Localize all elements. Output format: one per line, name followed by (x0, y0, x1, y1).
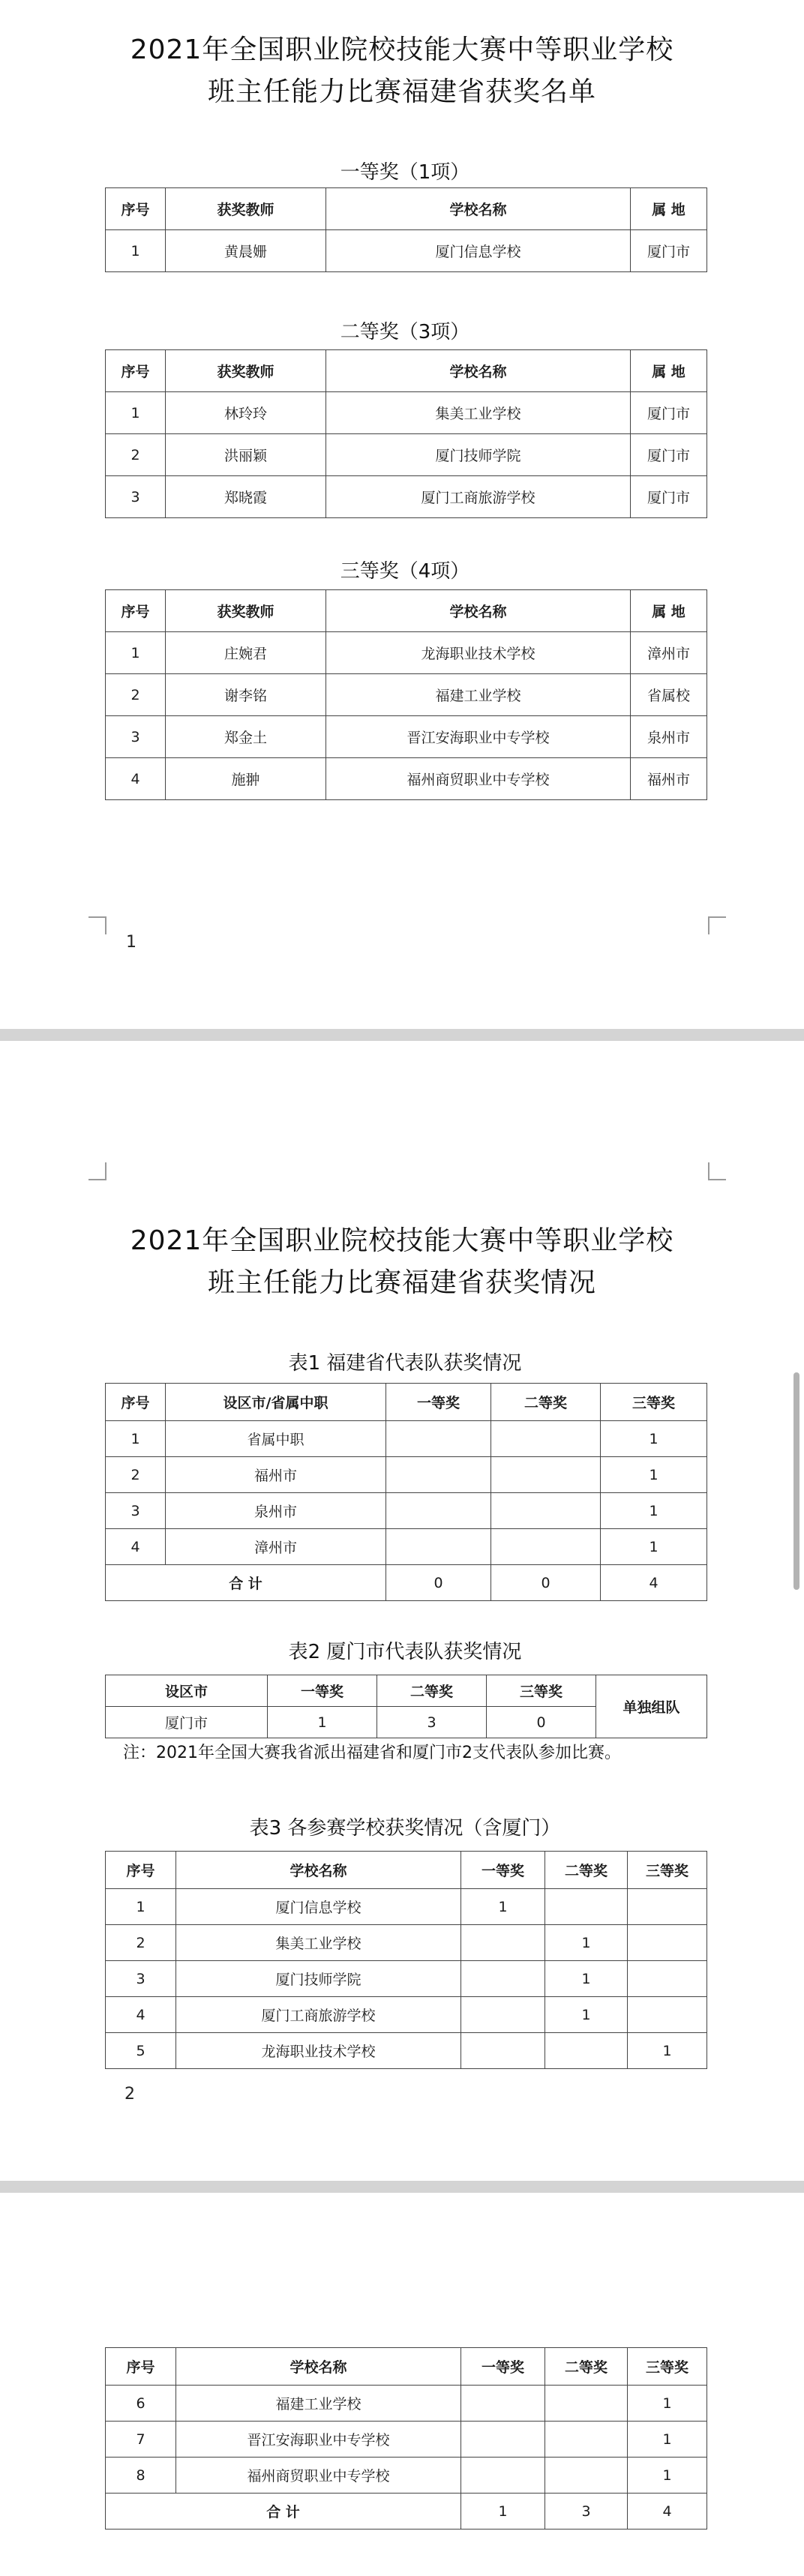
cell-teacher: 黄晨姗 (166, 230, 326, 272)
cell-first-prize (461, 2422, 545, 2458)
cell-school: 福州商贸职业中专学校 (326, 758, 631, 800)
col-header-independent-team: 单独组队 (596, 1675, 707, 1738)
col-header-region: 设区市/省属中职 (166, 1384, 386, 1421)
col-header-index: 序号 (106, 1852, 176, 1889)
cell-second-prize (545, 2422, 628, 2458)
margin-mark-top-left (88, 1162, 106, 1180)
cell-region: 福州市 (631, 758, 707, 800)
col-header-teacher: 获奖教师 (166, 590, 326, 632)
table-header-row (106, 590, 707, 632)
cell-first-prize (461, 2458, 545, 2494)
cell-index: 3 (106, 1961, 176, 1997)
col-header-region: 设区市 (106, 1675, 268, 1707)
second-prize-table (105, 349, 707, 518)
table-header-row (106, 350, 707, 392)
cell-first-prize (386, 1493, 491, 1529)
col-header-second-prize: 二等奖 (491, 1384, 601, 1421)
cell-region: 福州市 (166, 1457, 386, 1493)
cell-third-prize: 1 (628, 2386, 707, 2422)
col-header-school: 学校名称 (326, 350, 631, 392)
col-header-third-prize: 三等奖 (628, 1852, 707, 1889)
table-row (106, 434, 707, 476)
cell-second-prize (491, 1529, 601, 1565)
cell-total-second: 0 (491, 1565, 601, 1601)
table-row (106, 1493, 707, 1529)
cell-total-second: 3 (545, 2494, 628, 2530)
cell-third-prize (628, 1961, 707, 1997)
cell-region: 泉州市 (631, 716, 707, 758)
col-header-index: 序号 (106, 2348, 176, 2386)
cell-third-prize: 0 (487, 1707, 596, 1738)
margin-mark-top-right (708, 1162, 726, 1180)
cell-region: 厦门市 (106, 1707, 268, 1738)
cell-first-prize (461, 2033, 545, 2069)
cell-index: 4 (106, 1529, 166, 1565)
first-prize-heading: 一等奖（1项） (340, 161, 470, 184)
third-prize-table (105, 589, 707, 800)
cell-teacher: 郑金土 (166, 716, 326, 758)
cell-index: 4 (106, 758, 166, 800)
cell-region: 漳州市 (631, 632, 707, 674)
cell-index: 1 (106, 1421, 166, 1457)
second-prize-heading: 二等奖（3项） (340, 321, 470, 343)
page1-title-line-2: 班主任能力比赛福建省获奖名单 (207, 76, 596, 107)
cell-index: 3 (106, 716, 166, 758)
table-row (106, 1925, 707, 1961)
cell-school: 龙海职业技术学校 (176, 2033, 461, 2069)
cell-first-prize: 1 (461, 1889, 545, 1925)
cell-third-prize (628, 1889, 707, 1925)
page-number-1: 1 (126, 933, 136, 952)
col-header-second-prize: 二等奖 (545, 2348, 628, 2386)
cell-index: 1 (106, 392, 166, 434)
table-row (106, 1457, 707, 1493)
col-header-first-prize: 一等奖 (461, 1852, 545, 1889)
cell-second-prize: 1 (545, 1961, 628, 1997)
col-header-school: 学校名称 (176, 2348, 461, 2386)
cell-region: 厦门市 (631, 392, 707, 434)
cell-total-third: 4 (601, 1565, 707, 1601)
table-row (106, 2458, 707, 2494)
cell-school: 福州商贸职业中专学校 (176, 2458, 461, 2494)
col-header-region: 属 地 (631, 350, 707, 392)
cell-teacher: 施翀 (166, 758, 326, 800)
col-header-school: 学校名称 (176, 1852, 461, 1889)
cell-teacher: 谢李铭 (166, 674, 326, 716)
cell-teacher: 林玲玲 (166, 392, 326, 434)
cell-index: 1 (106, 230, 166, 272)
page1-title-line-1: 2021年全国职业院校技能大赛中等职业学校 (130, 34, 674, 65)
col-header-region: 属 地 (631, 590, 707, 632)
cell-total-label: 合 计 (106, 1565, 386, 1601)
col-header-index: 序号 (106, 350, 166, 392)
table1-provincial-team (105, 1383, 707, 1601)
cell-first-prize (386, 1529, 491, 1565)
table2-caption: 表2 厦门市代表队获奖情况 (288, 1641, 522, 1663)
cell-school: 厦门信息学校 (326, 230, 631, 272)
cell-index: 8 (106, 2458, 176, 2494)
table2-note: 注：2021年全国大赛我省派出福建省和厦门市2支代表队参加比赛。 (123, 1744, 621, 1762)
cell-second-prize: 1 (545, 1925, 628, 1961)
col-header-third-prize: 三等奖 (628, 2348, 707, 2386)
cell-index: 2 (106, 434, 166, 476)
cell-school: 厦门技师学院 (176, 1961, 461, 1997)
cell-region: 省属中职 (166, 1421, 386, 1457)
cell-third-prize: 1 (628, 2422, 707, 2458)
cell-index: 5 (106, 2033, 176, 2069)
cell-total-first: 0 (386, 1565, 491, 1601)
cell-second-prize (491, 1493, 601, 1529)
table-row (106, 392, 707, 434)
table1-caption: 表1 福建省代表队获奖情况 (288, 1352, 522, 1375)
cell-index: 1 (106, 632, 166, 674)
table-header-row (106, 1675, 707, 1707)
cell-school: 集美工业学校 (176, 1925, 461, 1961)
cell-index: 2 (106, 1925, 176, 1961)
cell-second-prize (545, 2458, 628, 2494)
cell-region: 厦门市 (631, 476, 707, 518)
first-prize-table (105, 187, 707, 272)
cell-first-prize (386, 1421, 491, 1457)
table3-continued (105, 2347, 707, 2530)
table2-xiamen-team (105, 1675, 707, 1738)
table-header-row (106, 1384, 707, 1421)
col-header-index: 序号 (106, 188, 166, 230)
col-header-second-prize: 二等奖 (545, 1852, 628, 1889)
cell-second-prize (491, 1457, 601, 1493)
cell-second-prize (545, 2386, 628, 2422)
cell-first-prize (461, 2386, 545, 2422)
cell-second-prize (545, 1889, 628, 1925)
table-row (106, 1961, 707, 1997)
table-row (106, 2033, 707, 2069)
cell-school: 晋江安海职业中专学校 (176, 2422, 461, 2458)
cell-school: 集美工业学校 (326, 392, 631, 434)
table-row (106, 632, 707, 674)
table-row (106, 2386, 707, 2422)
table-row (106, 758, 707, 800)
col-header-first-prize: 一等奖 (461, 2348, 545, 2386)
cell-index: 2 (106, 1457, 166, 1493)
cell-second-prize (491, 1421, 601, 1457)
cell-index: 2 (106, 674, 166, 716)
col-header-teacher: 获奖教师 (166, 350, 326, 392)
cell-third-prize (628, 1997, 707, 2033)
col-header-index: 序号 (106, 1384, 166, 1421)
cell-region: 厦门市 (631, 230, 707, 272)
cell-second-prize: 1 (545, 1997, 628, 2033)
col-header-school: 学校名称 (326, 188, 631, 230)
cell-teacher: 洪丽颖 (166, 434, 326, 476)
cell-total-third: 4 (628, 2494, 707, 2530)
cell-school: 厦门工商旅游学校 (326, 476, 631, 518)
table-row (106, 230, 707, 272)
margin-mark-bottom-left (88, 916, 106, 934)
cell-region: 漳州市 (166, 1529, 386, 1565)
third-prize-heading: 三等奖（4项） (340, 560, 470, 583)
cell-index: 7 (106, 2422, 176, 2458)
cell-third-prize: 1 (601, 1421, 707, 1457)
table-header-row (106, 1852, 707, 1889)
cell-second-prize: 3 (377, 1707, 487, 1738)
col-header-second-prize: 二等奖 (377, 1675, 487, 1707)
cell-third-prize: 1 (601, 1493, 707, 1529)
table-total-row (106, 1565, 707, 1601)
table3-school-awards (105, 1851, 707, 2069)
vertical-scrollbar[interactable] (794, 1372, 800, 1590)
table-row (106, 716, 707, 758)
table-row (106, 2422, 707, 2458)
table-total-row (106, 2494, 707, 2530)
cell-region: 省属校 (631, 674, 707, 716)
table-row (106, 1529, 707, 1565)
cell-third-prize: 1 (628, 2458, 707, 2494)
cell-school: 晋江安海职业中专学校 (326, 716, 631, 758)
cell-third-prize (628, 1925, 707, 1961)
cell-school: 福建工业学校 (326, 674, 631, 716)
cell-third-prize: 1 (601, 1457, 707, 1493)
document-page-2 (0, 1041, 804, 2181)
cell-total-first: 1 (461, 2494, 545, 2530)
cell-school: 厦门工商旅游学校 (176, 1997, 461, 2033)
cell-region: 厦门市 (631, 434, 707, 476)
col-header-first-prize: 一等奖 (268, 1675, 377, 1707)
table3-caption: 表3 各参赛学校获奖情况（含厦门） (249, 1817, 561, 1840)
cell-teacher: 庄婉君 (166, 632, 326, 674)
cell-index: 6 (106, 2386, 176, 2422)
table-row (106, 476, 707, 518)
col-header-school: 学校名称 (326, 590, 631, 632)
document-page-3 (0, 2193, 804, 2576)
col-header-index: 序号 (106, 590, 166, 632)
col-header-first-prize: 一等奖 (386, 1384, 491, 1421)
table-row (106, 1997, 707, 2033)
cell-first-prize (461, 1925, 545, 1961)
cell-first-prize (386, 1457, 491, 1493)
cell-total-label: 合 计 (106, 2494, 461, 2530)
cell-index: 1 (106, 1889, 176, 1925)
table-header-row (106, 2348, 707, 2386)
table-header-row (106, 188, 707, 230)
table-row (106, 674, 707, 716)
cell-third-prize: 1 (601, 1529, 707, 1565)
page-number-2: 2 (124, 2085, 135, 2104)
col-header-region: 属 地 (631, 188, 707, 230)
cell-school: 厦门信息学校 (176, 1889, 461, 1925)
document-page-1 (0, 0, 804, 1029)
cell-third-prize: 1 (628, 2033, 707, 2069)
cell-teacher: 郑晓霞 (166, 476, 326, 518)
cell-school: 厦门技师学院 (326, 434, 631, 476)
cell-region: 泉州市 (166, 1493, 386, 1529)
cell-school: 福建工业学校 (176, 2386, 461, 2422)
col-header-third-prize: 三等奖 (601, 1384, 707, 1421)
page2-title-line-1: 2021年全国职业院校技能大赛中等职业学校 (130, 1225, 674, 1256)
cell-school: 龙海职业技术学校 (326, 632, 631, 674)
margin-mark-bottom-right (708, 916, 726, 934)
col-header-third-prize: 三等奖 (487, 1675, 596, 1707)
page2-title-line-2: 班主任能力比赛福建省获奖情况 (207, 1267, 596, 1298)
cell-first-prize: 1 (268, 1707, 377, 1738)
table-row (106, 1421, 707, 1457)
col-header-teacher: 获奖教师 (166, 188, 326, 230)
cell-first-prize (461, 1961, 545, 1997)
table-row (106, 1889, 707, 1925)
cell-index: 3 (106, 476, 166, 518)
cell-first-prize (461, 1997, 545, 2033)
cell-second-prize (545, 2033, 628, 2069)
cell-index: 3 (106, 1493, 166, 1529)
cell-index: 4 (106, 1997, 176, 2033)
